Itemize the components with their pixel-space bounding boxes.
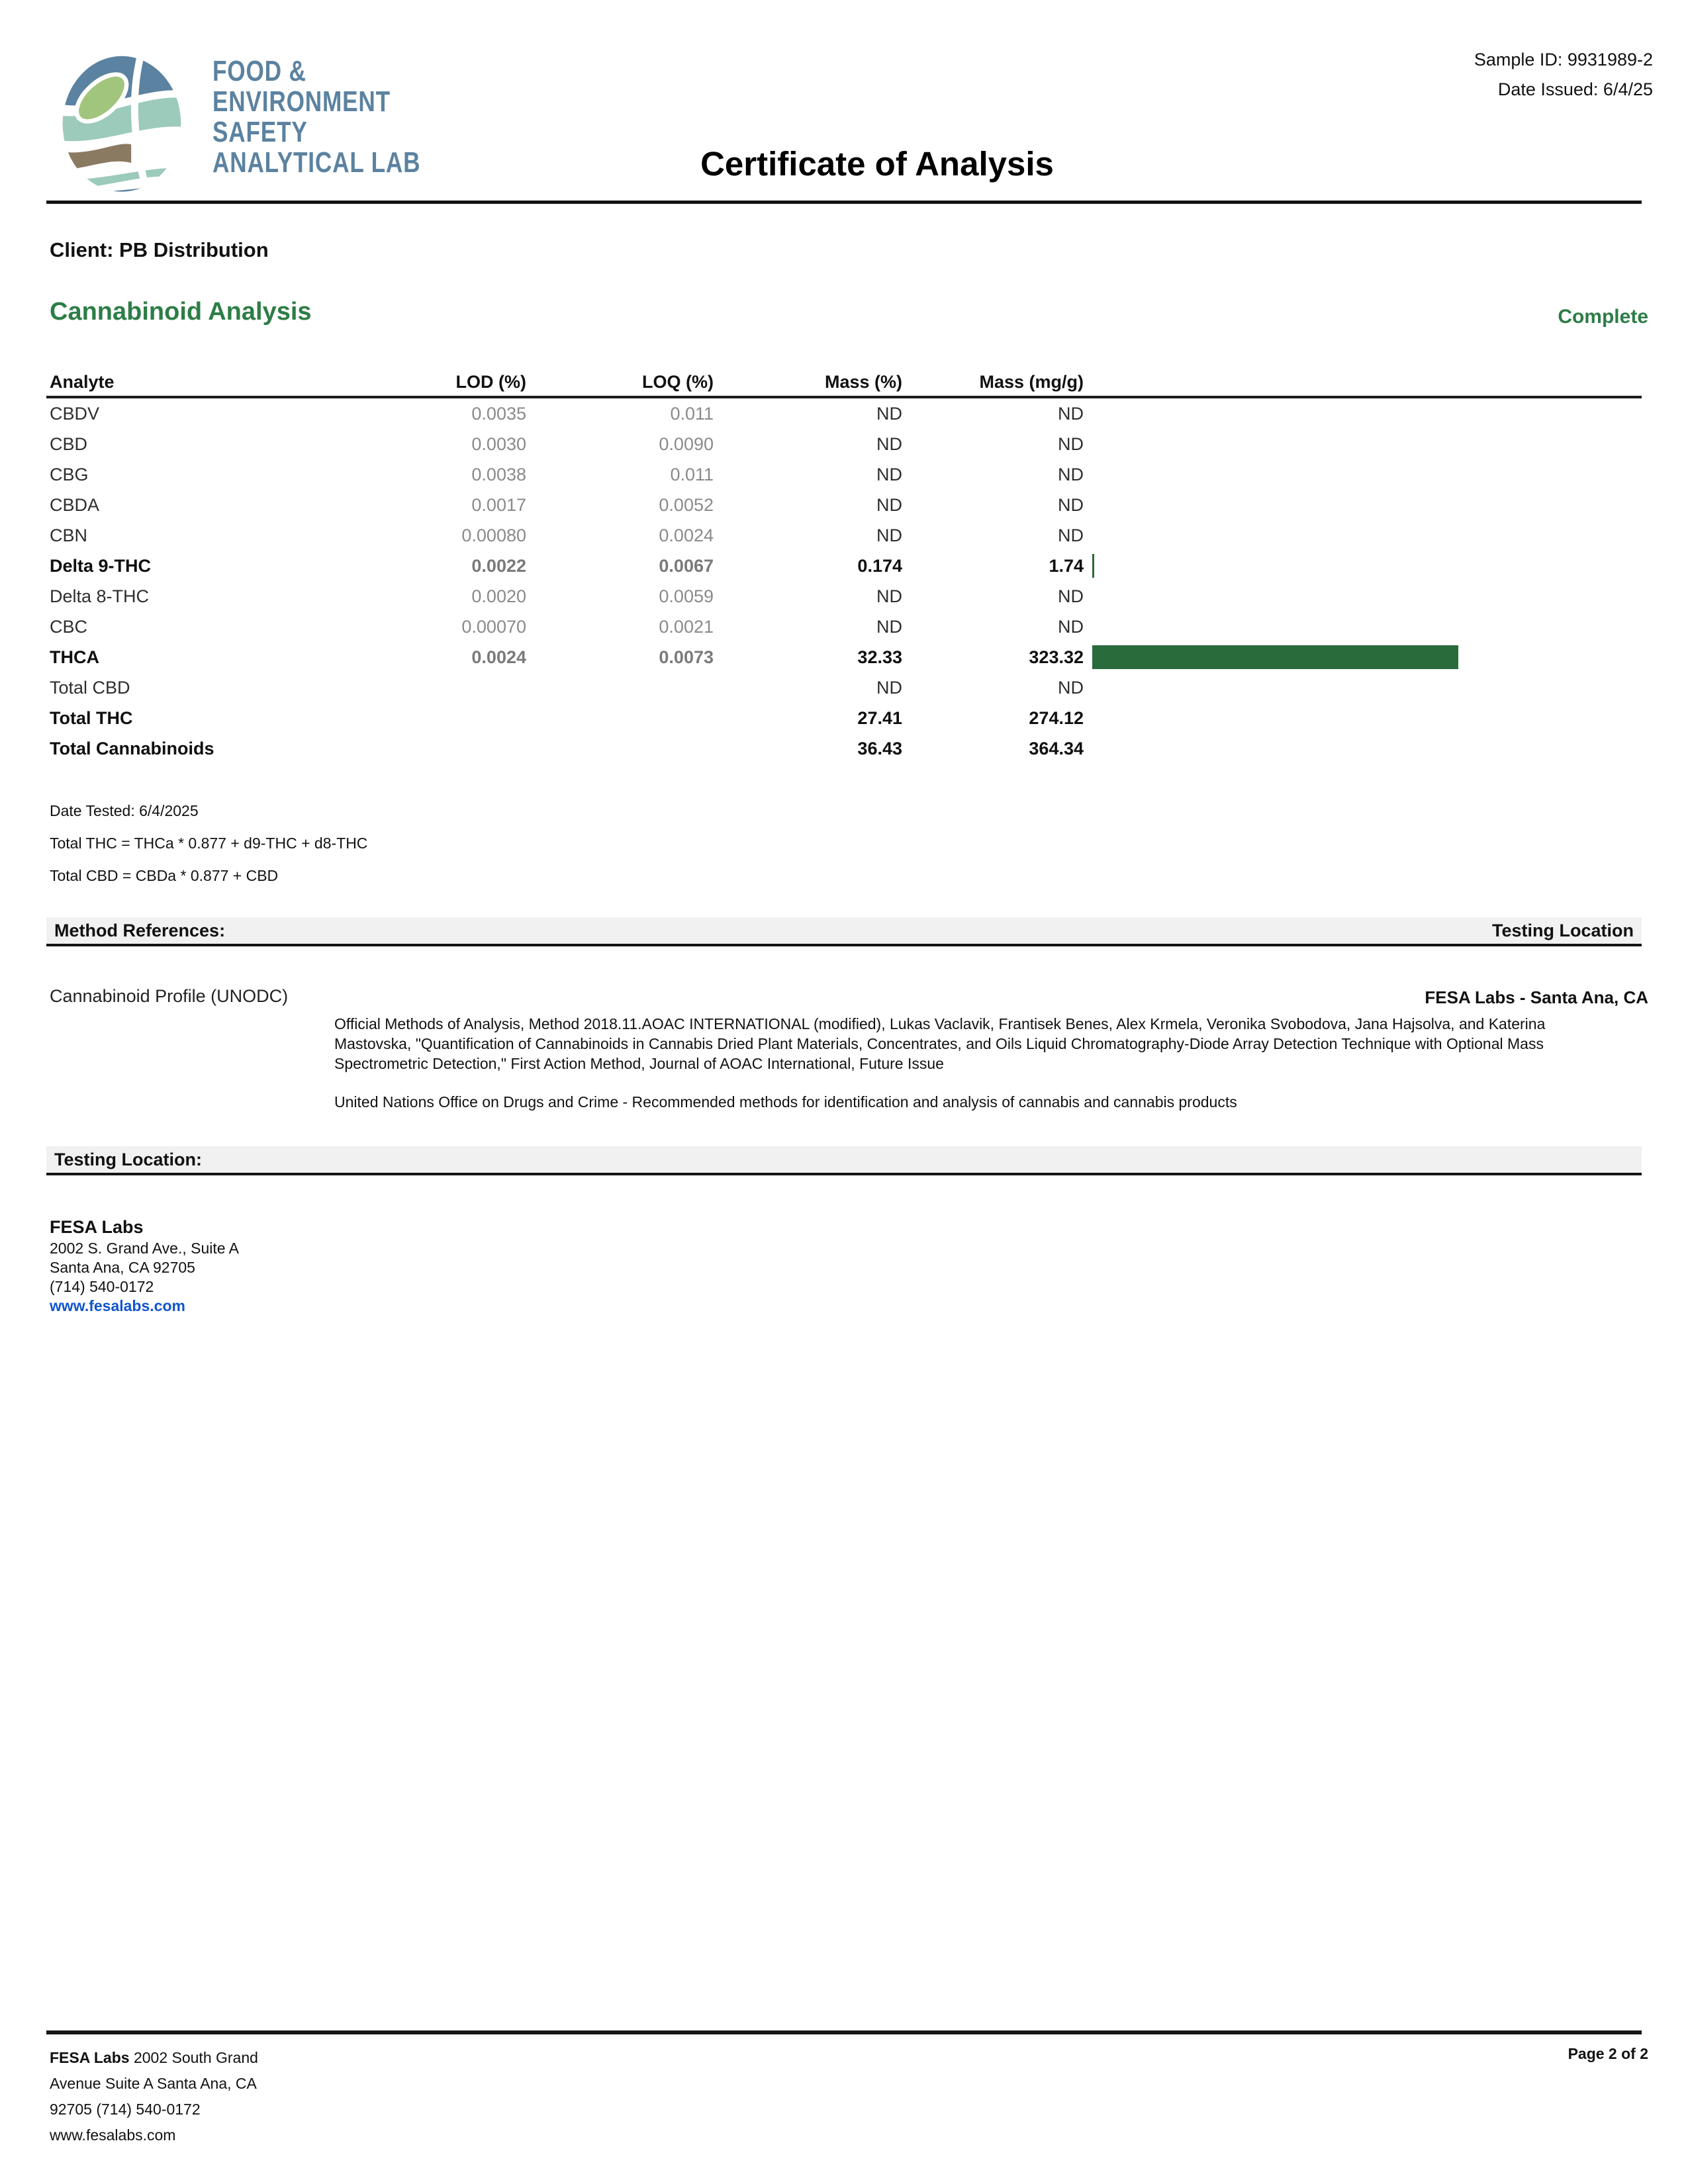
footer-website: www.fesalabs.com [50,2126,176,2144]
analyte-cell: Delta 9-THC [50,555,152,576]
mass-bar-cell [1084,642,1642,672]
footer-divider [46,2030,1642,2034]
mass-mgg-cell: 1.74 [1049,555,1084,576]
mass-pct-cell: ND [876,494,902,515]
testing-location-bar [46,1146,1642,1175]
col-header-mass-mgg: Mass (mg/g) [979,371,1084,392]
analyte-cell: THCA [50,647,99,667]
lab-name: FESA Labs [50,1217,144,1237]
mass-mgg-cell: ND [1058,525,1084,545]
lab-address-block [50,1215,239,1316]
method-references-bar [46,917,1642,946]
mass-mgg-cell: 364.34 [1029,738,1084,758]
lod-cell: 0.0038 [471,464,526,484]
table-row [46,612,1642,642]
method-reference-citation: Official Methods of Analysis, Method 2018.11.AOAC INTERNATIONAL (modified), Lukas Vaclavik, Frantisek Benes, Alex Krmela, Veronika Svobodova, Jana Hajsolva, and Katerina Mastovska, "Quantification of Cannabinoids in Cannabis Dried Plant Materials, Concentrates, and Oils Liquid Chromatography-Diode Array Detection Technique with Optional Mass Spectrometric Detection," First Action Method, Journal of AOAC International, Future Issue [334,1015,1546,1072]
mass-bar-cell [1084,551,1642,581]
lod-cell: 0.0017 [471,494,526,515]
mass-mgg-cell: ND [1058,494,1084,515]
mass-pct-cell: 36.43 [857,738,902,758]
mass-pct-cell: 0.174 [857,555,902,576]
lab-address-line: Santa Ana, CA 92705 [50,1259,195,1276]
page-number: Page 2 of 2 [1568,2045,1648,2062]
logo-line: SAFETY [212,116,308,148]
footer-line-2: Avenue Suite A Santa Ana, CA [50,2075,257,2092]
table-row [46,551,1642,581]
cannabinoid-table [46,368,1642,764]
lod-cell: 0.0035 [471,403,526,424]
analyte-cell: CBG [50,464,89,484]
lod-cell: 0.00080 [461,525,526,545]
mass-bar-cell [1084,672,1642,703]
table-row [46,520,1642,551]
date-issued: Date Issued: 6/4/25 [1497,79,1653,99]
mass-bar-cell [1084,398,1642,429]
mass-pct-cell: 27.41 [857,707,902,728]
lab-logo-text [212,56,473,195]
loq-cell: 0.0067 [659,555,714,576]
note-total-cbd-formula: Total CBD = CBDa * 0.877 + CBD [50,867,279,884]
loq-cell: 0.0073 [659,647,714,667]
section-title: Cannabinoid Analysis [50,298,312,326]
client-line: Client: PB Distribution [50,238,269,261]
mass-mgg-cell: ND [1058,616,1084,637]
loq-cell: 0.0021 [659,616,714,637]
loq-cell: 0.0090 [659,433,714,454]
sample-info [1474,45,1653,105]
mass-mgg-cell: ND [1058,403,1084,424]
analyte-cell: Total THC [50,707,133,728]
testing-location-value: FESA Labs - Santa Ana, CA [1425,987,1648,1007]
loq-cell: 0.0059 [659,586,714,606]
footer-address-rest: 2002 South Grand [129,2049,258,2066]
mass-pct-cell: ND [876,403,902,424]
mass-bar-cell [1084,490,1642,520]
lab-website-link[interactable]: www.fesalabs.com [50,1297,185,1314]
mass-mgg-cell: ND [1058,433,1084,454]
mass-pct-cell: ND [876,525,902,545]
mass-pct-cell: ND [876,616,902,637]
page-title: Certificate of Analysis [700,145,1054,183]
mass-mgg-cell: ND [1058,677,1084,698]
table-row [46,733,1642,764]
mass-pct-cell: 32.33 [857,647,902,667]
analyte-cell: Total Cannabinoids [50,738,214,758]
table-row [46,459,1642,490]
cannabinoid-profile-label: Cannabinoid Profile (UNODC) [50,986,289,1006]
footer-line-1 [50,2045,258,2071]
mass-mgg-cell: 323.32 [1029,647,1084,667]
table-row [46,672,1642,703]
col-header-loq: LOQ (%) [642,371,714,392]
logo-line: FOOD & [212,55,306,87]
table-notes [50,802,367,899]
logo-line: ANALYTICAL LAB [212,146,421,179]
col-header-mass-pct: Mass (%) [824,371,902,392]
mass-bar-cell [1084,703,1642,733]
mass-bar-cell [1084,520,1642,551]
lab-logo-icon [50,50,194,195]
lod-cell: 0.00070 [461,616,526,637]
analyte-cell: CBC [50,616,88,637]
mass-mgg-cell: 274.12 [1029,707,1084,728]
testing-location-label: Testing Location: [54,1149,202,1169]
loq-cell: 0.0024 [659,525,714,545]
footer-address [50,2045,258,2148]
lod-cell: 0.0020 [471,586,526,606]
table-body [46,398,1642,764]
loq-cell: 0.011 [670,464,714,484]
mass-pct-cell: ND [876,464,902,484]
mass-bar-cell [1084,459,1642,490]
analyte-cell: Delta 8-THC [50,586,150,606]
mass-mgg-cell: ND [1058,464,1084,484]
mass-pct-cell: ND [876,586,902,606]
mass-pct-cell: ND [876,677,902,698]
note-date-tested: Date Tested: 6/4/2025 [50,802,199,819]
table-row [46,398,1642,429]
col-header-analyte: Analyte [50,371,115,392]
table-row [46,490,1642,520]
mass-bar [1092,645,1458,669]
note-total-thc-formula: Total THC = THCa * 0.877 + d9-THC + d8-THC [50,835,368,852]
analyte-cell: CBDA [50,494,100,515]
lod-cell: 0.0030 [471,433,526,454]
testing-location-column-label: Testing Location [1492,920,1634,940]
method-reference-unodc: United Nations Office on Drugs and Crime - Recommended methods for identification and analysis of cannabis and cannabis products [334,1093,1237,1111]
header-divider [46,201,1642,204]
status-badge: Complete [1558,306,1648,328]
col-header-lod: LOD (%) [455,371,526,392]
mass-bar [1092,554,1094,578]
mass-pct-cell: ND [876,433,902,454]
table-header-row [46,368,1642,398]
loq-cell: 0.0052 [659,494,714,515]
lod-cell: 0.0024 [471,647,526,667]
lab-logo [50,50,473,195]
table-row [46,703,1642,733]
mass-bar-cell [1084,429,1642,459]
mass-bar-cell [1084,733,1642,764]
lab-address-line: 2002 S. Grand Ave., Suite A [50,1240,239,1257]
analyte-cell: Total CBD [50,677,130,698]
loq-cell: 0.011 [670,403,714,424]
method-references-label: Method References: [54,920,226,940]
mass-bar-cell [1084,612,1642,642]
sample-id: Sample ID: 9931989-2 [1474,50,1653,69]
table-row [46,429,1642,459]
table-row [46,581,1642,612]
lab-phone: (714) 540-0172 [50,1278,154,1295]
lod-cell: 0.0022 [471,555,526,576]
analyte-cell: CBD [50,433,88,454]
logo-line: ENVIRONMENT [212,85,391,118]
mass-bar-cell [1084,581,1642,612]
mass-mgg-cell: ND [1058,586,1084,606]
table-row [46,642,1642,672]
analyte-cell: CBN [50,525,88,545]
footer-line-3: 92705 (714) 540-0172 [50,2101,201,2118]
footer-lab-name: FESA Labs [50,2049,130,2066]
analyte-cell: CBDV [50,403,100,424]
